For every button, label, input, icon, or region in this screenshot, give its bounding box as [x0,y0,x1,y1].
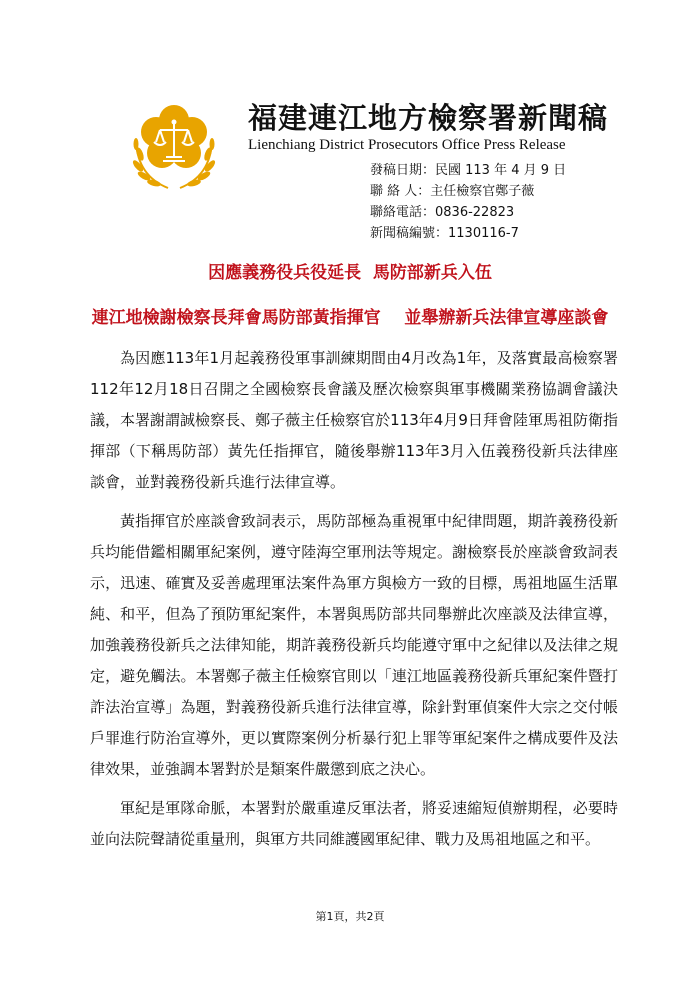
article-body [90,343,618,863]
release-meta [370,160,566,244]
contact-phone: 聯絡電話：0836-22823 [370,205,515,220]
paragraph: 為因應113年1月起義務役軍事訓練期間由4月改為1年，及落實最高檢察署112年12月18日召開之全國檢察長會議及歷次檢察與軍事機關業務協調會議決議，本署謝謂誠檢察長、鄭子薇主任檢察官於113年4月9日拜會陸軍馬祖防衛指揮部（下稱馬防部）黃先任指揮官，隨後舉辦113年3月入伍義務役新兵法律座談會，並對義務役新兵進行法律宣導。 [90,349,618,491]
press-release-subtitle: Lienchiang District Prosecutors Office Press Release [248,137,566,153]
release-number: 新聞稿編號：1130116-7 [370,226,519,241]
release-date: 發稿日期：民國 113 年 4 月 9 日 [370,163,567,178]
emblem-logo [132,96,216,192]
contact-person: 聯 絡 人：主任檢察官鄭子薇 [370,184,535,199]
sub-headline: 連江地檢謝檢察長拜會馬防部黃指揮官 並舉辦新兵法律宣導座談會 [91,308,609,328]
main-headline: 因應義務役兵役延長 馬防部新兵入伍 [208,263,492,283]
paragraph: 黃指揮官於座談會致詞表示，馬防部極為重視軍中紀律問題，期許義務役新兵均能借鑑相關軍紀案例，遵守陸海空軍刑法等規定。謝檢察長於座談會致詞表示，迅速、確實及妥善處理軍法案件為軍方與檢方一致的目標，馬祖地區生活單純、和平，但為了預防軍紀案件，本署與馬防部共同舉辦此次座談及法律宣導，加強義務役新兵之法律知能，期許義務役新兵均能遵守軍中之紀律以及法律之規定，避免觸法。本署鄭子薇主任檢察官則以「連江地區義務役新兵軍紀案件暨打詐法治宣導」為題，對義務役新兵進行法律宣導，除針對軍偵案件大宗之交付帳戶罪進行防治宣導外，更以實際案例分析暴行犯上罪等軍紀案件之構成要件及法律效果，並強調本署對於是類案件嚴懲到底之決心。 [90,512,618,778]
prosecutors-office-emblem-icon [132,96,216,192]
paragraph: 軍紀是軍隊命脈，本署對於嚴重違反軍法者，將妥速縮短偵辦期程，必要時並向法院聲請從重量刑，與軍方共同維護國軍紀律、戰力及馬祖地區之和平。 [90,799,618,848]
page-number: 第1頁，共2頁 [315,910,385,923]
press-release-title: 福建連江地方檢察署新聞稿 [248,101,609,135]
